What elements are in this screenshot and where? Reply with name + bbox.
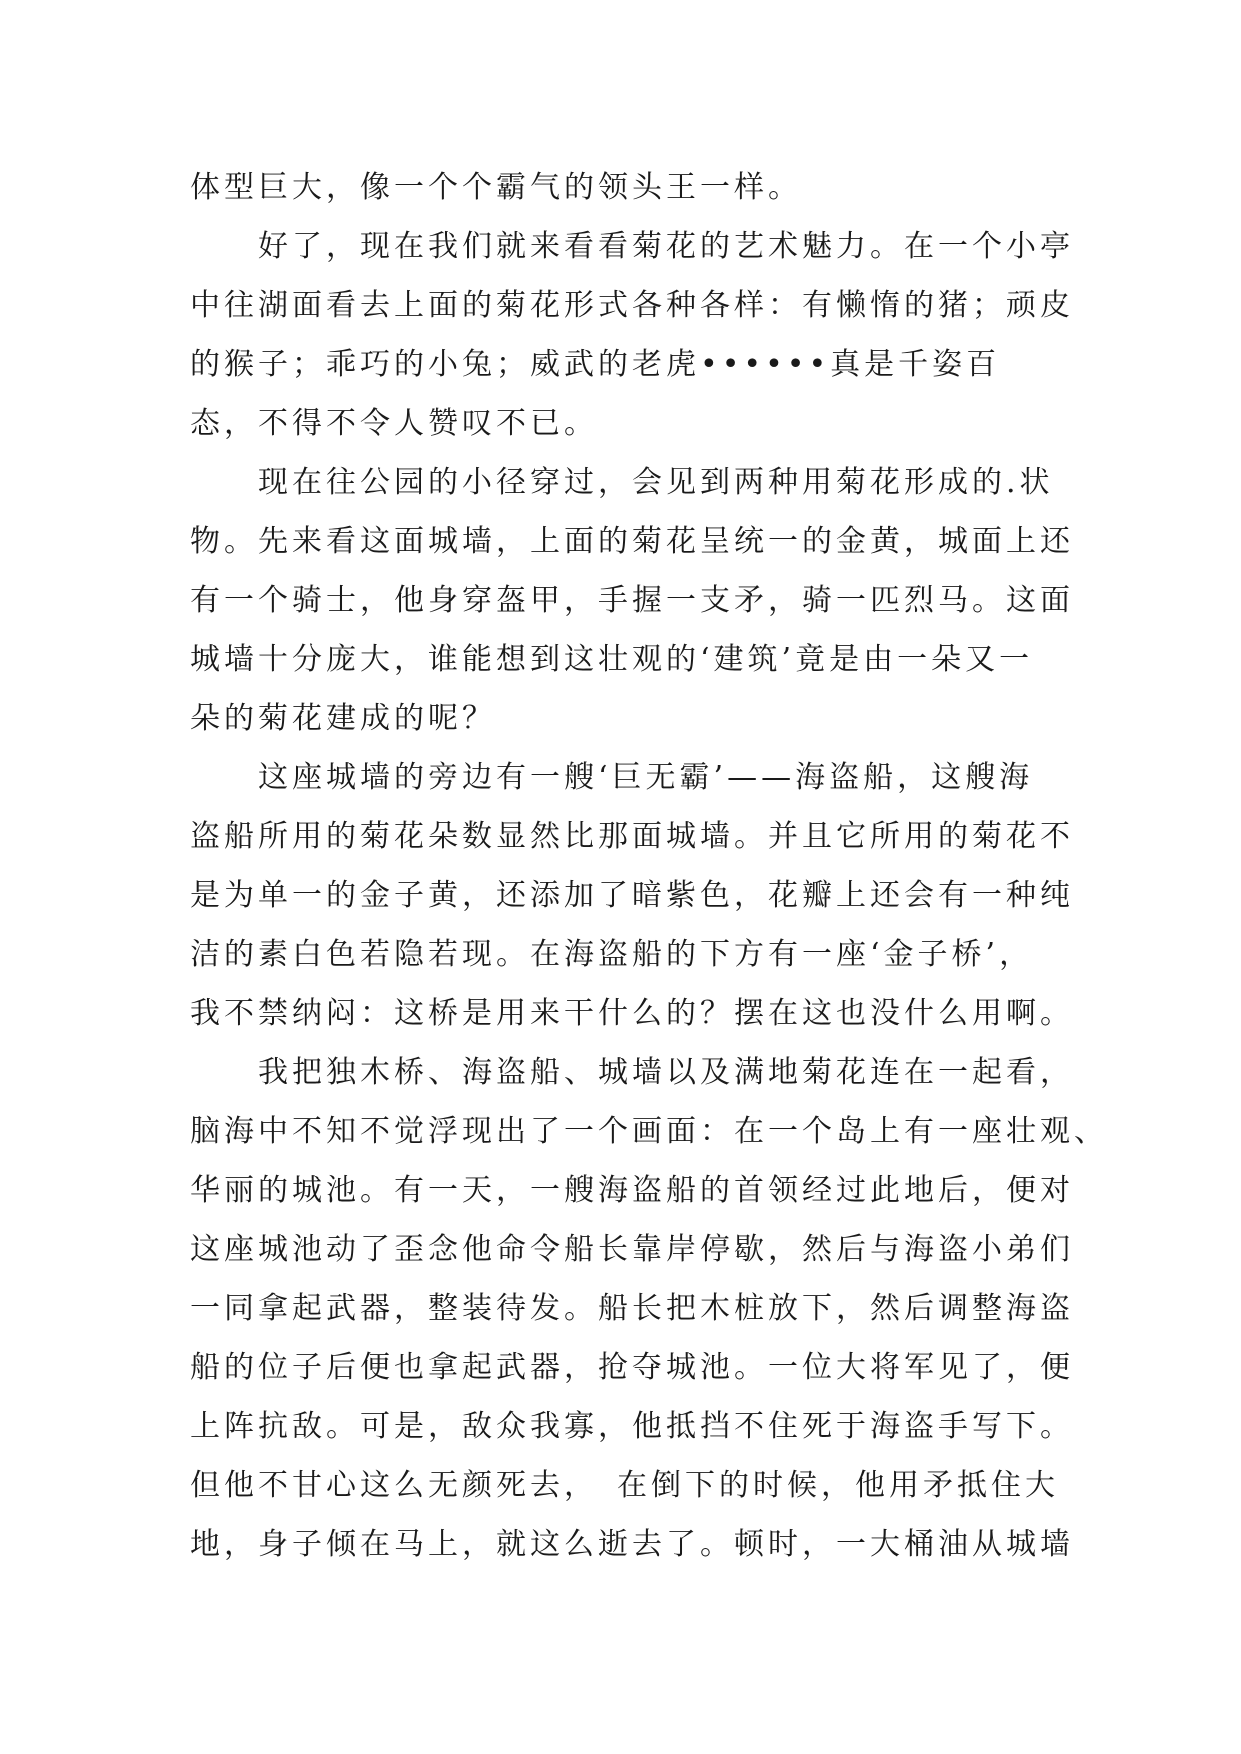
text-line: 城墙十分庞大，谁能想到这壮观的‘建筑’竟是由一朵又一 [190,642,1034,677]
text-line: 的猴子；乖巧的小兔；威武的老虎••••••真是千姿百 [190,347,1001,382]
text-line: 中往湖面看去上面的菊花形式各种各样：有懒惰的猪；顽皮 [190,288,1074,323]
document-body [190,158,1108,1574]
text-line: 脑海中不知不觉浮现出了一个画面：在一个岛上有一座壮观、 [190,1114,1108,1149]
text-line: 但他不甘心这么无颜死去， 在倒下的时候，他用矛抵住大 [190,1468,1059,1503]
text-line: 这座城池动了歪念他命令船长靠岸停歇，然后与海盗小弟们 [190,1232,1074,1267]
text-line: 是为单一的金子黄，还添加了暗紫色，花瓣上还会有一种纯 [190,878,1074,913]
text-line: 我把独木桥、海盗船、城墙以及满地菊花连在一起看， [190,1055,1074,1090]
text-line: 态，不得不令人赞叹不已。 [190,406,598,441]
text-line: 朵的菊花建成的呢？ [190,701,496,736]
text-line: 物。先来看这面城墙，上面的菊花呈统一的金黄，城面上还 [190,524,1074,559]
text-line: 船的位子后便也拿起武器，抢夺城池。一位大将军见了，便 [190,1350,1074,1385]
text-line: 洁的素白色若隐若现。在海盗船的下方有一座‘金子桥’， [190,937,1034,972]
text-line: 体型巨大，像一个个霸气的领头王一样。 [190,170,802,205]
text-line: 上阵抗敌。可是，敌众我寡，他抵挡不住死于海盗手写下。 [190,1409,1074,1444]
text-line: 好了，现在我们就来看看菊花的艺术魅力。在一个小亭 [190,229,1074,264]
text-line: 地，身子倾在马上，就这么逝去了。顿时，一大桶油从城墙 [190,1527,1074,1562]
text-line: 华丽的城池。有一天，一艘海盗船的首领经过此地后，便对 [190,1173,1074,1208]
text-line: 这座城墙的旁边有一艘‘巨无霸’——海盗船，这艘海 [190,760,1034,795]
text-line: 有一个骑士，他身穿盔甲，手握一支矛，骑一匹烈马。这面 [190,583,1074,618]
text-line: 盗船所用的菊花朵数显然比那面城墙。并且它所用的菊花不 [190,819,1074,854]
text-line: 现在往公园的小径穿过，会见到两种用菊花形成的.状 [190,465,1054,500]
text-line: 一同拿起武器，整装待发。船长把木桩放下，然后调整海盗 [190,1291,1074,1326]
text-line: 我不禁纳闷：这桥是用来干什么的？摆在这也没什么用啊。 [190,996,1074,1031]
